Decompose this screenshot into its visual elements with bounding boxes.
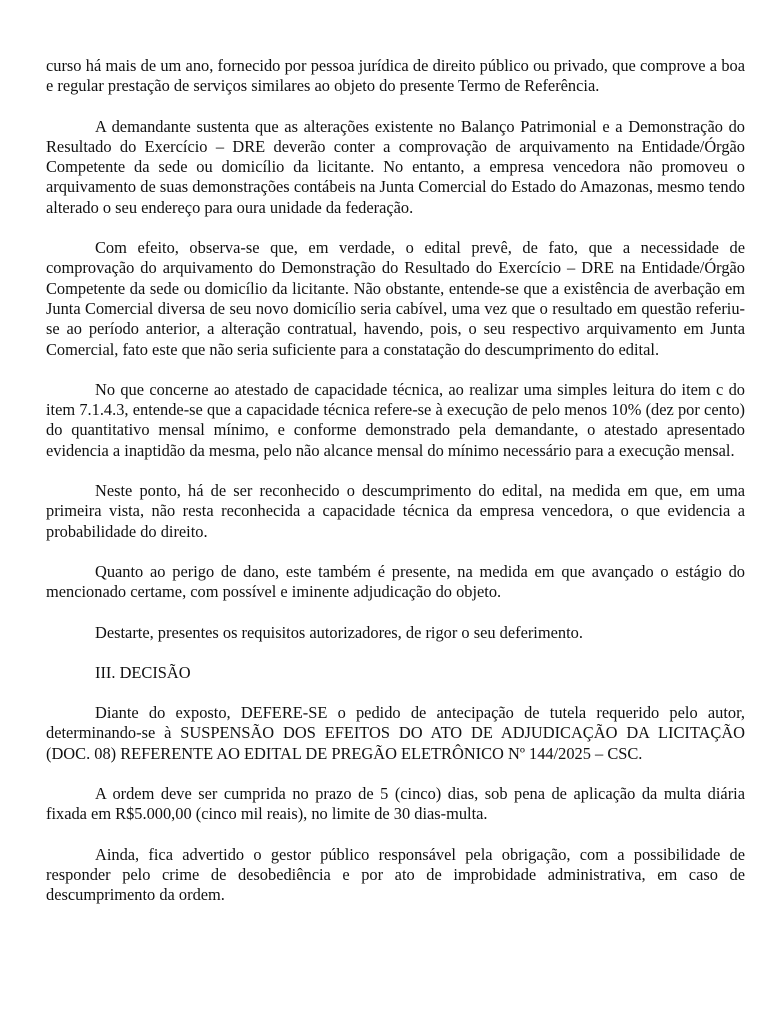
paragraph-perigo-dano: Quanto ao perigo de dano, este também é presente, na medida em que avançado o estágio do mencionado certame, com possível e iminente adjudicação do objeto.: [46, 561, 745, 602]
paragraph-com-efeito: Com efeito, observa-se que, em verdade, o edital prevê, de fato, que a necessidade de comprovação do arquivamento do Demonstração do Resultado do Exercício – DRE na Entidade/Órgão Competente da sede ou domicílio da licitante. Não obstante, entende-se que a existência de averbação em Junta Comercial diversa de seu novo domicílio seria cabível, uma vez que o resultado em questão referiu-se ao período anterior, a alteração contratual, havendo, pois, o seu respectivo arquivamento em Junta Comercial, fato este que não seria suficiente para a constatação do descumprimento do edital.: [46, 238, 745, 359]
paragraph-destarte: Destarte, presentes os requisitos autorizadores, de rigor o seu deferimento.: [95, 622, 583, 642]
section-heading-decisao: III. DECISÃO: [95, 662, 191, 682]
paragraph-diante-exposto: Diante do exposto, DEFERE-SE o pedido de antecipação de tutela requerido pelo autor, determinando-se à SUSPENSÃO DOS EFEITOS DO ATO DE ADJUDICAÇÃO DA LICITAÇÃO (DOC. 08) REFERENTE AO EDITAL DE PREGÃO ELETRÔNICO Nº 144/2025 – CSC.: [46, 703, 745, 763]
paragraph-advertencia: Ainda, fica advertido o gestor público responsável pela obrigação, com a possibilidade de responder pelo crime de desobediência e por ato de improbidade administrativa, em caso de descumprimento da ordem.: [46, 844, 745, 905]
paragraph-atestado: No que concerne ao atestado de capacidade técnica, ao realizar uma simples leitura do item c do item 7.1.4.3, entende-se que a capacidade técnica refere-se à execução de pelo menos 10% (dez por cento) do quantitativo mensal mínimo, e conforme demonstrado pela demandante, o atestado apresentado evidencia a inaptidão da mesma, pelo não alcance mensal do mínimo necessário para a execução mensal.: [46, 379, 745, 460]
paragraph-continuation: curso há mais de um ano, fornecido por pessoa jurídica de direito público ou privado, que comprove a boa e regular prestação de serviços similares ao objeto do presente Termo de Referência.: [46, 56, 745, 96]
paragraph-neste-ponto: Neste ponto, há de ser reconhecido o descumprimento do edital, na medida em que, em uma primeira vista, não resta reconhecida a capacidade técnica da empresa vencedora, o que evidencia a probabilidade do direito.: [46, 481, 745, 541]
paragraph-ordem-prazo: A ordem deve ser cumprida no prazo de 5 (cinco) dias, sob pena de aplicação da multa diária fixada em R$5.000,00 (cinco mil reais), no limite de 30 dias-multa.: [46, 784, 745, 824]
paragraph-demandante: A demandante sustenta que as alterações existente no Balanço Patrimonial e a Demonstração do Resultado do Exercício – DRE deverão conter a comprovação de arquivamento na Entidade/Órgão Competente da sede ou domicílio da licitante. No entanto, a empresa vencedora não promoveu o arquivamento de suas demonstrações contábeis na Junta Comercial do Estado do Amazonas, mesmo tendo alterado o seu endereço para oura unidade da federação.: [46, 116, 745, 217]
